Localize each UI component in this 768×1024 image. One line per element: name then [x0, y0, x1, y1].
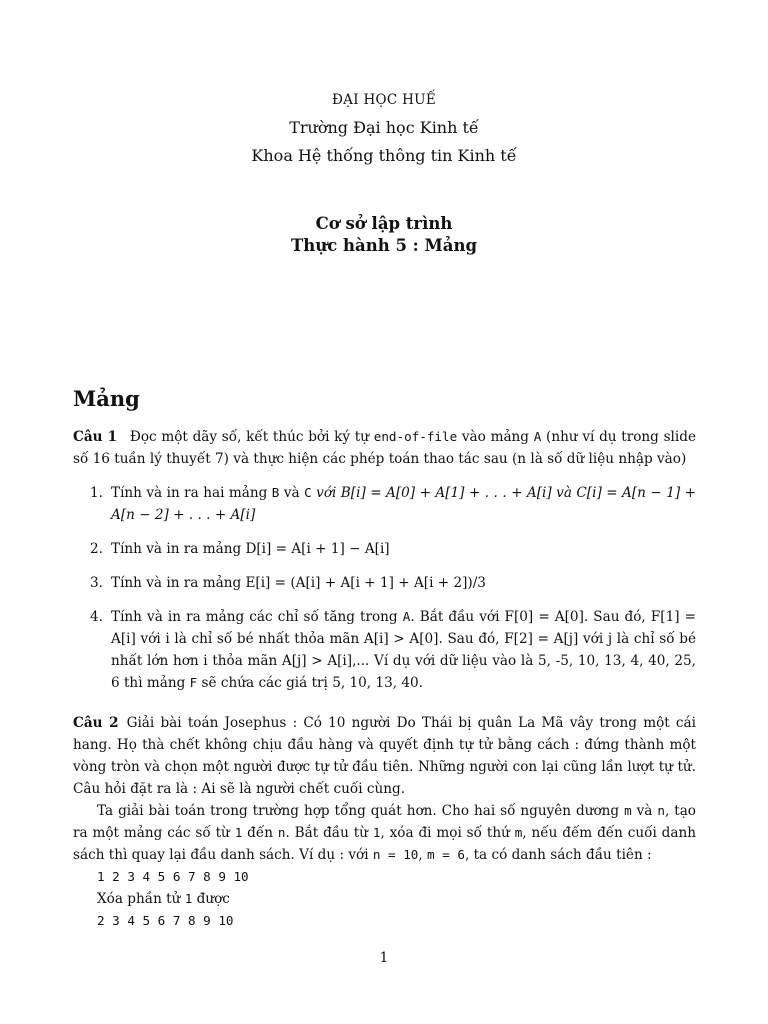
list-item: 1. Tính và in ra hai mảng B và C với B[i] = A[0] + A[1] + . . . + A[i] và C[i] = A[n − 1] + A[n − 2] + . . . + A[i] [90, 485, 697, 523]
question-2-label: Câu 2 [73, 715, 119, 731]
question-1-list [73, 482, 696, 706]
list-item: 2. Tính và in ra mảng D[i] = A[i + 1] − A[i] [90, 541, 390, 557]
question-1-label: Câu 1 [73, 429, 118, 445]
remove-note: Xóa phần tử 1 được [97, 891, 230, 907]
page-number: 1 [379, 950, 389, 966]
list-item: 4. Tính và in ra mảng các chỉ số tăng trong A. Bắt đầu với F[0] = A[0]. Sau đó, F[1] = A[i] với i là chỉ số bé nhất thỏa mãn A[i] > A[0]. Sau đó, F[2] = A[j] với j là chỉ số bé nhất lớn hơn i thỏa mãn A[j] > A[i],... Ví dụ với dữ liệu vào là 5, -5, 10, 13, 4, 40, 25, 6 thì mảng F sẽ chứa các giá trị 5, 10, 13, 40. [90, 609, 696, 691]
question-2-text [73, 712, 696, 932]
sequence-initial: 1 2 3 4 5 6 7 8 9 10 [97, 869, 249, 884]
question-1-text: Câu 1 Đọc một dãy số, kết thúc bởi ký tự end-of-file vào mảng A (như ví dụ trong slide số 16 tuần lý thuyết 7) và thực hiện các phép toán thao tác sau (n là số dữ liệu nhập vào) [73, 429, 696, 467]
course-title: Cơ sở lập trình [315, 214, 453, 233]
code-array-a: A [533, 429, 542, 444]
school-name: Trường Đại học Kinh tế [289, 118, 479, 137]
department-name: Khoa Hệ thống thông tin Kinh tế [251, 146, 517, 165]
question-2-paragraph-1: Câu 2 Giải bài toán Josephus : Có 10 người Do Thái bị quân La Mã vây trong một cái hang. Họ thà chết không chịu đầu hàng và quyết định tự tử bằng cách : đứng thành một vòng tròn và chọn một người được tự tử đầu tiên. Những người con lại cũng lần lượt tự tử. Câu hỏi đặt ra là : Ai sẽ là người chết cuối cùng. [73, 715, 697, 797]
code-eof: end-of-file [373, 429, 458, 444]
section-heading: Mảng [73, 386, 140, 411]
sequence-after-removal: 2 3 4 5 6 7 8 9 10 [97, 913, 234, 928]
institution-name: ĐẠI HỌC HUẾ [331, 92, 437, 108]
lab-title: Thực hành 5 : Mảng [290, 236, 478, 255]
question-2-paragraph-2: Ta giải bài toán trong trường hợp tổng quát hơn. Cho hai số nguyên dương m và n, tạo ra một mảng các số từ 1 đến n. Bắt đầu từ 1, xóa đi mọi số thứ m, nếu đếm đến cuối danh sách thì quay lại đầu danh sách. Ví dụ : với n = 10, m = 6, ta có danh sách đầu tiên : [73, 803, 696, 863]
list-item: 3. Tính và in ra mảng E[i] = (A[i] + A[i + 1] + A[i + 2])/3 [90, 575, 486, 591]
